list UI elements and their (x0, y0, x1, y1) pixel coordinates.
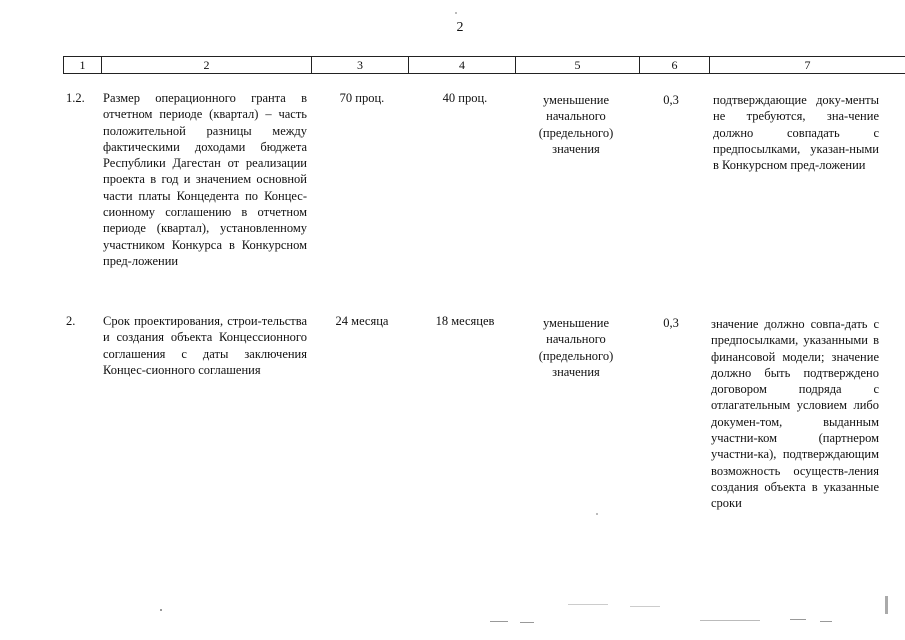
coefficient-value: 0,3 (663, 316, 679, 330)
row-number: 2. (66, 314, 76, 328)
criterion-text: Срок проектирования, строи-тельства и создания объекта Концессионного соглашения с даты заключения Концес-сионного соглашения (103, 314, 307, 377)
column-header-5: 5 (515, 57, 639, 73)
column-header-6: 6 (639, 57, 709, 73)
column-header-4: 4 (408, 57, 515, 73)
column-header-2: 2 (101, 57, 311, 73)
column-header-1: 1 (63, 57, 101, 73)
documents-text: подтверждающие доку-менты не требуются, зна-чение должно совпадать с предпосылками, указан-ными в Конкурсном пред-ложении (713, 93, 879, 173)
page-number: 2 (456, 20, 464, 35)
row-number: 1.2. (66, 91, 85, 105)
initial-value: 24 месяца (335, 314, 389, 328)
coefficient-value: 0,3 (663, 93, 679, 107)
direction-text: уменьшение начального (предельного) значения (538, 93, 614, 156)
required-value: 40 проц. (442, 91, 488, 105)
required-value: 18 месяцев (435, 314, 495, 328)
documents-text: значение должно совпа-дать с предпосылками, указанными в финансовой модели; значение должно быть подтверждено договором подряда с отлагательным условием либо докумен-том, выданным участни-ком (партнером участни-ка), подтверждающим возможность осуществ-ления создания объекта в указанные сроки (711, 317, 879, 511)
column-header-3: 3 (311, 57, 408, 73)
criterion-text: Размер операционного гранта в отчетном периоде (квартал) – часть положительной разницы между фактическими доходами бюджета Республики Дагестан от реализации проекта в год и значением основной части платы Концедента по Концес-сионному соглашению в отчетном периоде (квартал), установленному участником Конкурса в Конкурсном пред-ложении (103, 91, 307, 268)
direction-text: уменьшение начального (предельного) значения (538, 316, 614, 379)
column-header-7: 7 (709, 57, 905, 73)
initial-value: 70 проц. (339, 91, 385, 105)
table-header-row (63, 56, 905, 74)
